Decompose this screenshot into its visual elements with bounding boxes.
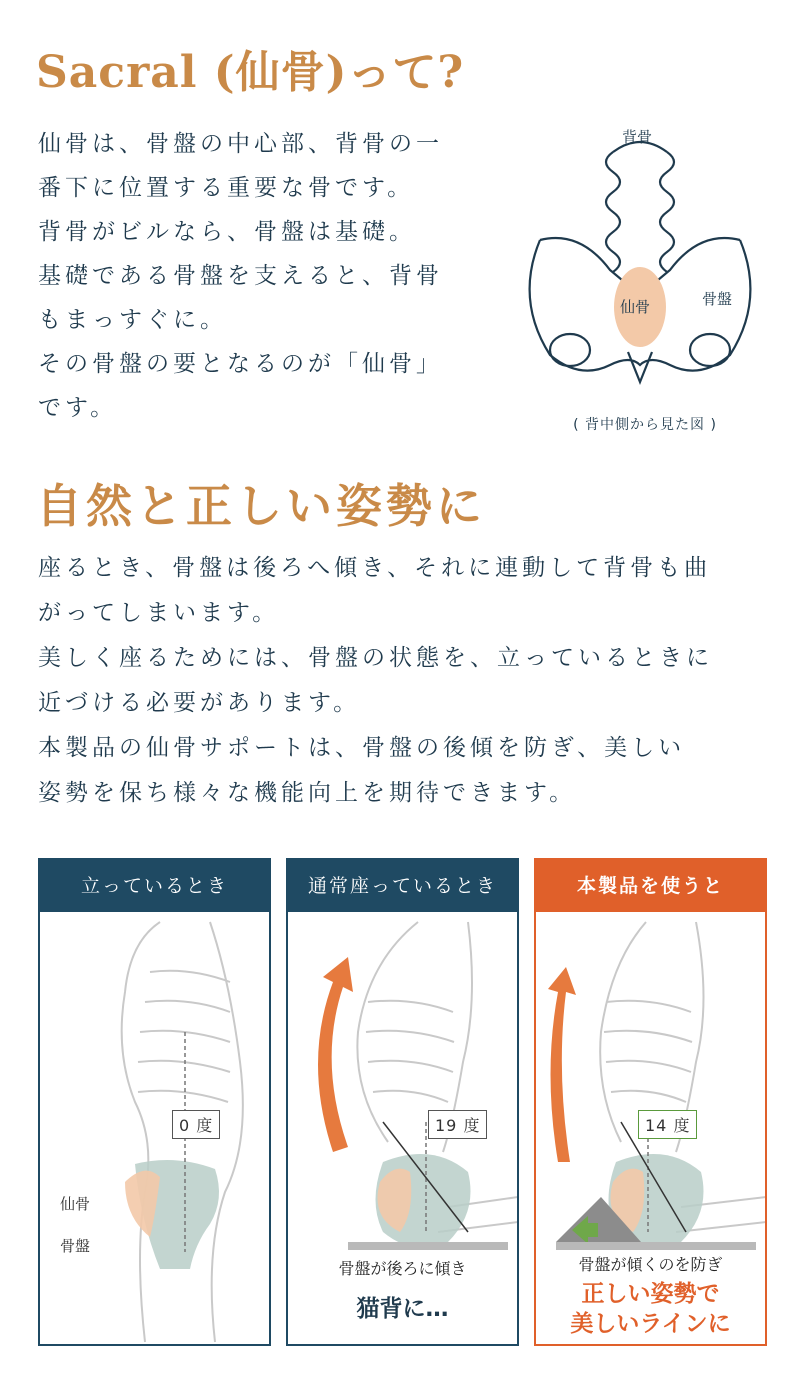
panel-title: 立っているとき xyxy=(40,860,269,912)
angle-badge: 0 度 xyxy=(172,1110,220,1139)
panel-result-line1: 正しい姿勢で xyxy=(581,1281,720,1307)
pelvis-illustration xyxy=(510,112,770,442)
angle-badge: 19 度 xyxy=(428,1110,487,1139)
intro-line: もまっすぐに。 xyxy=(38,307,227,333)
panel-note: 骨盤が後ろに傾き xyxy=(338,1259,467,1278)
sacrum-callout: 仙骨 xyxy=(60,1195,91,1213)
back-tilt-arrow xyxy=(318,957,353,1152)
body-line: 座るとき、骨盤は後ろへ傾き、それに連動して背骨も曲 xyxy=(38,555,712,581)
pelvis-callout: 骨盤 xyxy=(60,1237,91,1255)
intro-line: その骨盤の要となるのが「仙骨」 xyxy=(38,351,443,377)
heading-posture: 自然と正しい姿勢に xyxy=(36,479,486,533)
spine-label: 背骨 xyxy=(622,128,653,146)
body-line: 姿勢を保ち様々な機能向上を期待できます。 xyxy=(38,780,577,806)
panel-standing xyxy=(38,858,271,1346)
body-line: 美しく座るためには、骨盤の状態を、立っているときに xyxy=(38,645,713,671)
body-line: 近づける必要があります。 xyxy=(38,690,361,716)
panel-title: 本製品を使うと xyxy=(536,860,765,912)
body-line: 本製品の仙骨サポートは、骨盤の後傾を防ぎ、美しい xyxy=(38,735,686,761)
panel-with-product xyxy=(534,858,767,1346)
intro-paragraph xyxy=(38,122,443,430)
sacrum-label: 仙骨 xyxy=(620,298,651,316)
body-paragraph xyxy=(38,546,713,816)
intro-line: です。 xyxy=(38,395,118,421)
body-line: がってしまいます。 xyxy=(38,600,280,626)
pelvis-diagram xyxy=(510,112,770,442)
heading-sacral: Sacral (仙骨)って? xyxy=(36,47,465,98)
panel-result: 猫背に… xyxy=(356,1296,449,1322)
upright-arrow xyxy=(548,967,576,1162)
panel-illustration xyxy=(40,912,269,1344)
panel-result-line2: 美しいラインに xyxy=(570,1311,731,1337)
angle-badge: 14 度 xyxy=(638,1110,697,1139)
diagram-caption: ( 背中側から見た図 ) xyxy=(573,417,717,433)
pelvis-label: 骨盤 xyxy=(702,290,733,308)
panel-note: 骨盤が傾くのを防ぎ xyxy=(578,1255,723,1274)
panel-normal-sitting xyxy=(286,858,519,1346)
intro-line: 番下に位置する重要な骨です。 xyxy=(38,175,415,201)
panel-title: 通常座っているとき xyxy=(288,860,517,912)
intro-line: 基礎である骨盤を支えると、背骨 xyxy=(38,263,443,289)
intro-line: 仙骨は、骨盤の中心部、背骨の一 xyxy=(38,131,443,157)
intro-line: 背骨がビルなら、骨盤は基礎。 xyxy=(38,219,416,245)
